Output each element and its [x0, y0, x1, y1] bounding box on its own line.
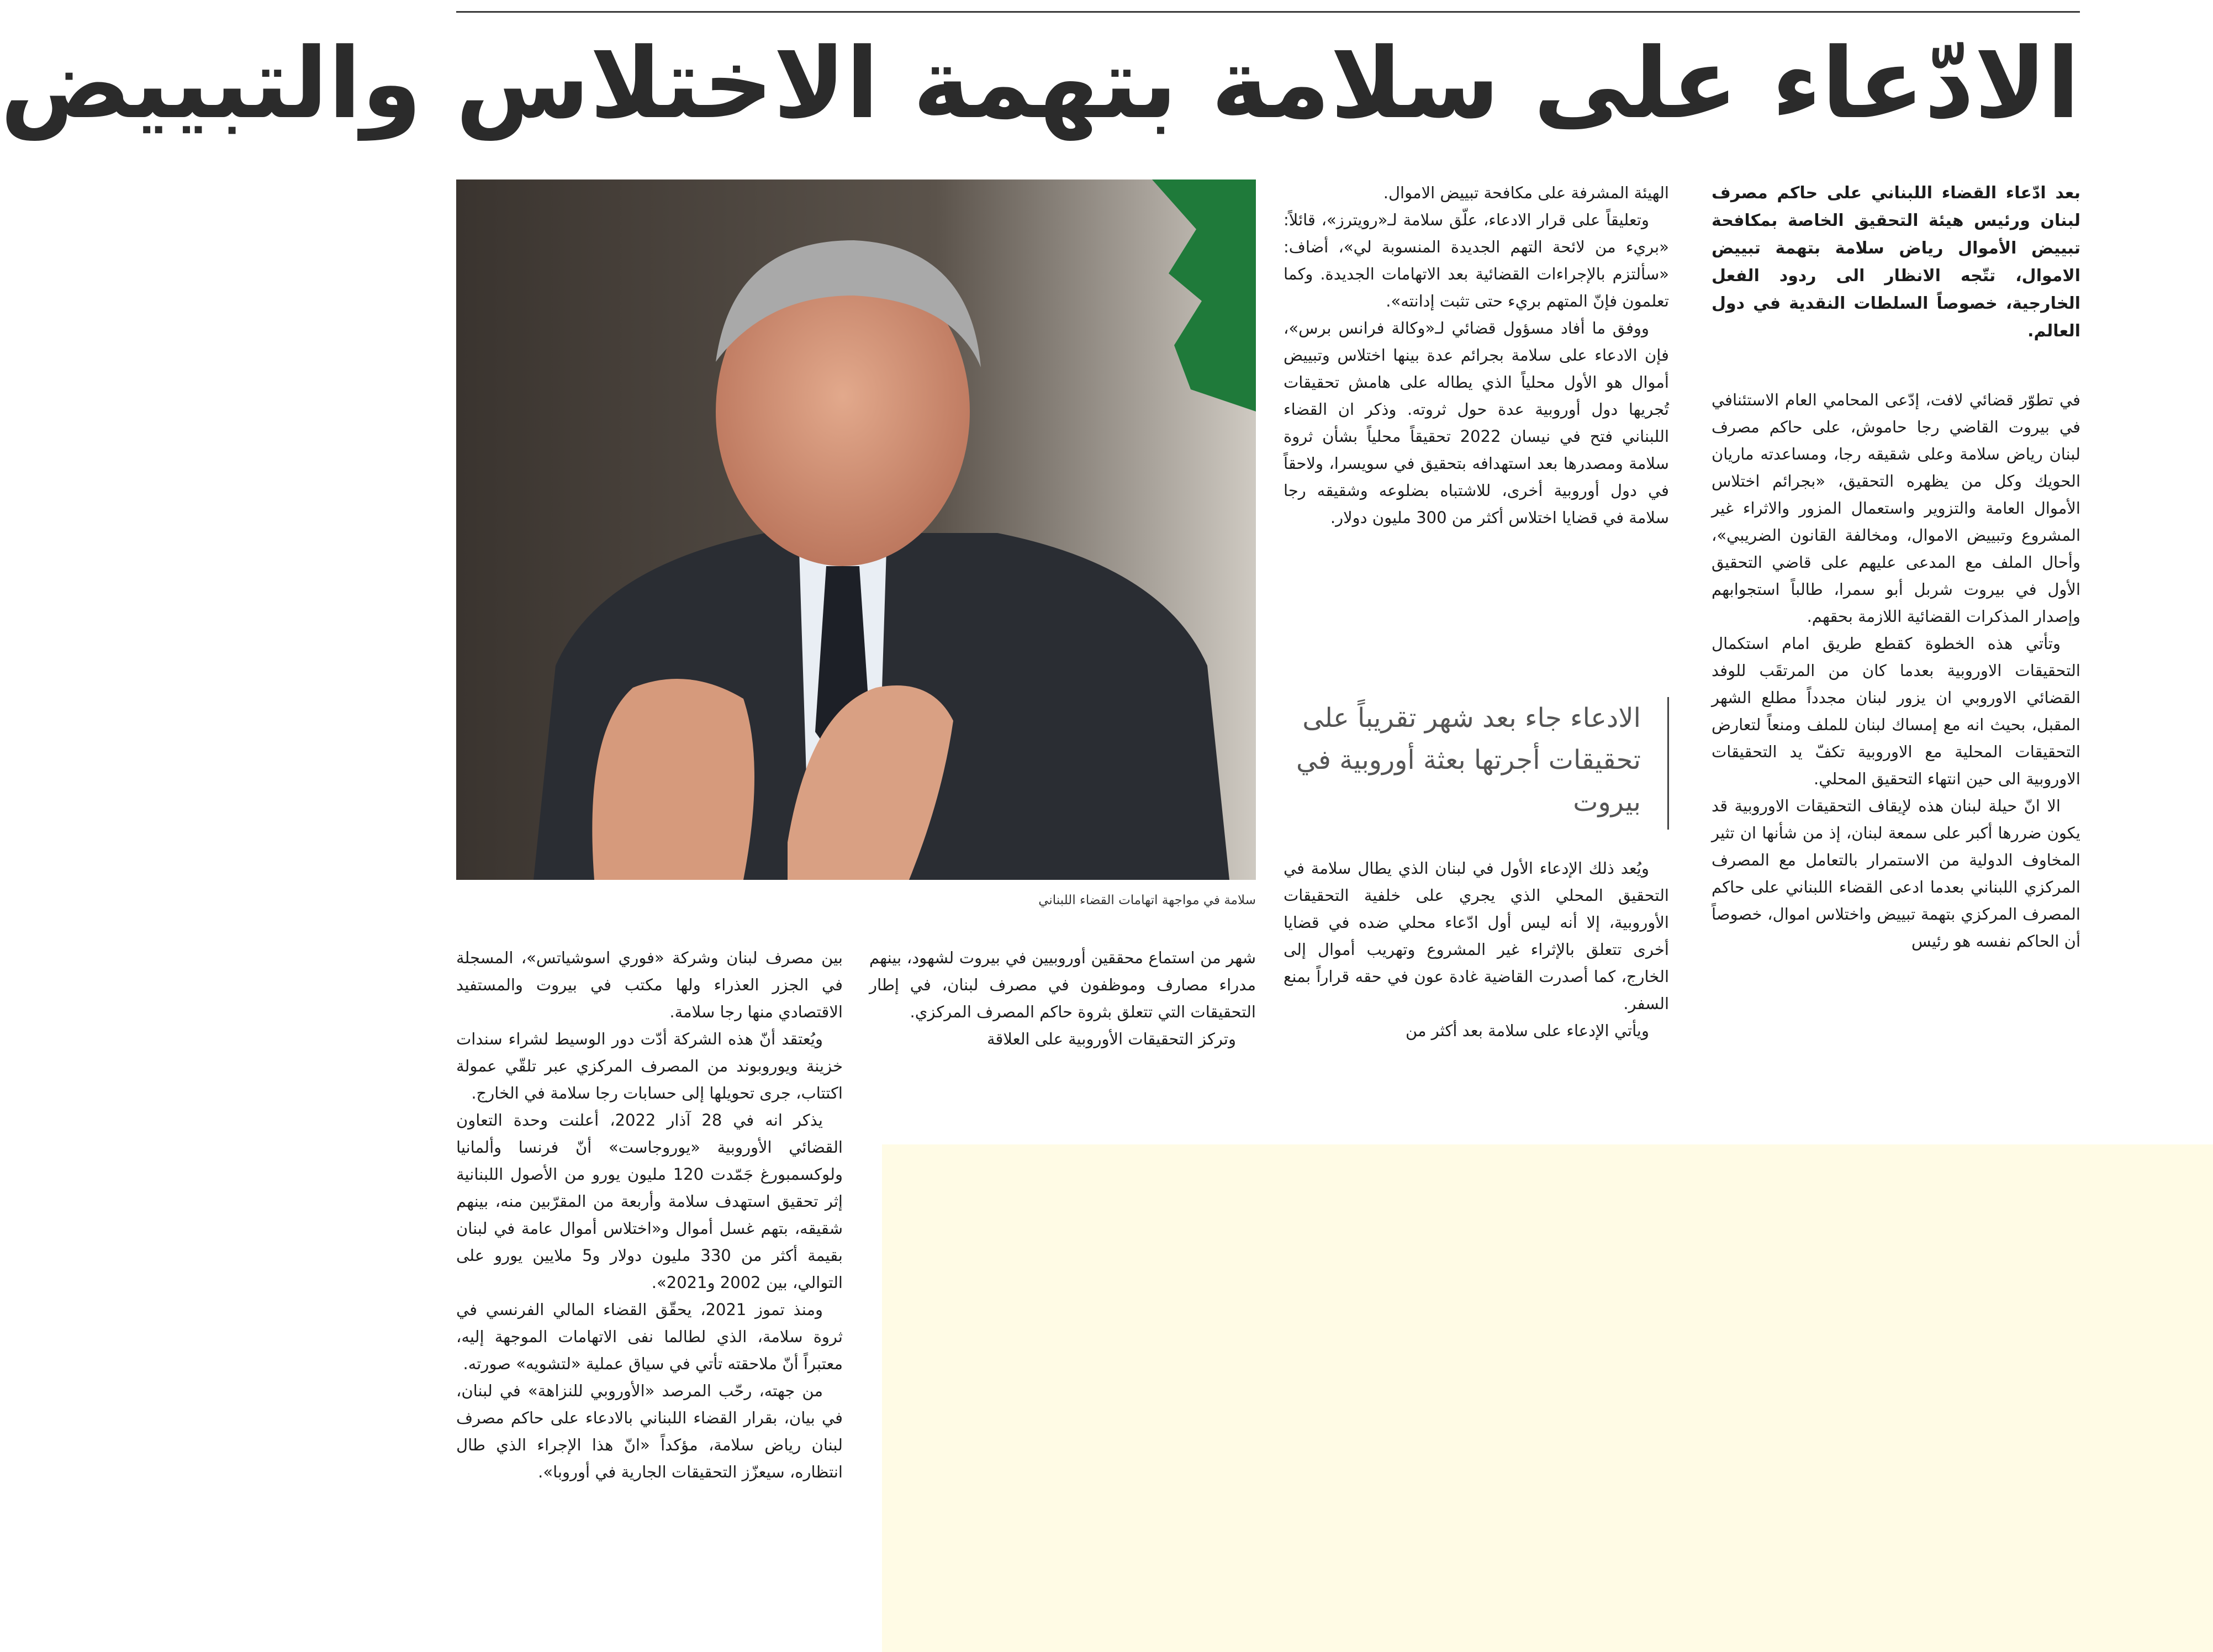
paragraph: وتعليقاً على قرار الادعاء، علّق سلامة لـ«رويترز»، قائلاً: «بريء من لائحة التهم الجديدة المنسوبة لي»، أضاف: «سألتزم بالإجراءات القضائية بعد الاتهامات الجديدة. وكما تعلمون فإنّ المتهم بريء حتى تثبت إدانته». [1284, 210, 1669, 310]
paragraph: ووفق ما أفاد مسؤول قضائي لـ«وكالة فرانس برس»، فإن الادعاء على سلامة بجرائم عدة بينها اختلاس وتبييض أموال هو الأول محلياً الذي يطاله على هامش تحقيقات تُجريها دول أوروبية عدة حول ثروته. وذكر ان القضاء اللبناني فتح في نيسان 2022 تحقيقاً محلياً بشأن ثروة سلامة ومصدرها بعد استهدافه بتحقيق في سويسرا، ولاحقاً في دول أوروبية أخرى، للاشتباه بضلوعه وشقيقه رجا سلامة في قضايا اختلاس أكثر من 300 مليون دولار. [1284, 319, 1669, 527]
paragraph: ويُعد ذلك الإدعاء الأول في لبنان الذي يطال سلامة في التحقيق المحلي الذي يجري على خلفية التحقيقات الأوروبية، إلا أنه ليس أول ادّعاء محلي ضده في قضايا أخرى تتعلق بالإثراء غير المشروع وتهريب أموال إلى الخارج، كما أصدرت القاضية غادة عون في حقه قراراً بمنع السفر. [1284, 859, 1669, 1013]
headline: الادّعاء على سلامة بتهمة الاختلاس والتبييض [0, 27, 2080, 140]
paragraph: يذكر انه في 28 آذار 2022، أعلنت وحدة التعاون القضائي الأوروبية «يوروجاست» أنّ فرنسا وألمانيا ولوكسمبورغ جَمّدت 120 مليون يورو من الأصول اللبنانية إثر تحقيق استهدف سلامة وأربعة من المقرّبين منه، بينهم شقيقه، بتهم غسل أموال و«اختلاس أموال عامة في لبنان بقيمة أكثر من 330 مليون دولار و5 ملايين يورو على التوالي، بين 2002 و2021». [456, 1111, 843, 1292]
article-column-2-bottom [1284, 855, 1669, 1087]
advertisement-placeholder [882, 1144, 2213, 1652]
article-column-1 [1712, 387, 2080, 1088]
paragraph: في تطوّر قضائي لافت، إدّعى المحامي العام الاستئنافي في بيروت القاضي رجا حاموش، على حاكم مصرف لبنان رياض سلامة وعلى شقيقه رجا، ومساعدته ماريان الحويك وكل من يظهره التحقيق، «بجرائم اختلاس الأموال العامة والتزوير واستعمال المزور والاثراء غير المشروع وتبييض الاموال، ومخالفة القانون الضريبي»، وأحال الملف مع المدعى عليهم على قاضي التحقيق الأول في بيروت شربل أبو سمرا، طالباً استجوابهم وإصدار المذكرات القضائية اللازمة بحقهم. [1712, 390, 2080, 626]
paragraph: من جهته، رحّب المرصد «الأوروبي للنزاهة» في لبنان، في بيان، بقرار القضاء اللبناني بالادعاء على حاكم مصرف لبنان رياض سلامة، مؤكداً «انّ هذا الإجراء الذي طال انتظاره، سيعزّز التحقيقات الجارية في أوروبا». [456, 1381, 843, 1481]
paragraph: بين مصرف لبنان وشركة «فوري اسوشياتس»، المسجلة في الجزر العذراء ولها مكتب في بيروت والمستفيد الاقتصادي منها رجا سلامة. [456, 948, 843, 1021]
paragraph: شهر من استماع محققين أوروبيين في بيروت لشهود، بينهم مدراء مصارف وموظفون في مصرف لبنان، في إطار التحقيقات التي تتعلق بثروة حاكم المصرف المركزي. [869, 948, 1256, 1021]
paragraph: ومنذ تموز 2021، يحقّق القضاء المالي الفرنسي في ثروة سلامة، الذي لطالما نفى الاتهامات الموجهة إليه، معتبراً أنّ ملاحقته تأتي في سياق عملية «لتشويه» صورته. [456, 1300, 843, 1373]
lede-paragraph: بعد ادّعاء القضاء اللبناني على حاكم مصرف لبنان ورئيس هيئة التحقيق الخاصة بمكافحة تبييض الأموال رياض سلامة بتهمة تبييض الاموال، تتّجه الانظار الى ردود الفعل الخارجية، خصوصاً السلطات النقدية في دول العالم. [1712, 183, 2080, 341]
top-rule [456, 11, 2080, 13]
article-column-2 [1284, 180, 1669, 677]
paragraph: ويأتي الإدعاء على سلامة بعد أكثر من [1405, 1021, 1649, 1040]
pull-quote: الادعاء جاء بعد شهر تقريباً على تحقيقات أجرتها بعثة أوروبية في بيروت [1284, 697, 1669, 830]
paragraph: ويُعتقد أنّ هذه الشركة أدّت دور الوسيط لشراء سندات خزينة ويوروبوند من المصرف المركزي عبر تلقّي عمولة اكتتاب، جرى تحويلها إلى حسابات رجا سلامة في الخارج. [456, 1030, 843, 1102]
photo-caption: سلامة في مواجهة اتهامات القضاء اللبناني [1038, 893, 1256, 907]
left-hand [592, 679, 754, 880]
article-column-4-bottom [456, 944, 843, 1640]
portrait-illustration [456, 180, 1256, 880]
photo-riad-salameh [456, 180, 1256, 880]
paragraph: وتركز التحقيقات الأوروبية على العلاقة [986, 1030, 1236, 1048]
paragraph: الهيئة المشرفة على مكافحة تبييض الاموال. [1383, 183, 1669, 202]
article-column-3-bottom [869, 944, 1256, 1088]
paragraph: الا انّ حيلة لبنان هذه لإيقاف التحقيقات الاوروبية قد يكون ضررها أكبر على سمعة لبنان، إذ من شأنها ان تثير المخاوف الدولية من الاستمرار بالتعامل مع المصرف المركزي اللبناني بعدما ادعى القضاء اللبناني على حاكم المصرف المركزي بتهمة تبييض واختلاس اموال، خصوصاً أن الحاكم نفسه هو رئيس [1712, 796, 2080, 951]
paragraph: وتأتي هذه الخطوة كقطع طريق امام استكمال التحقيقات الاوروبية بعدما كان من المرتقَب للوفد القضائي الاوروبي ان يزور لبنان مجدداً مطلع الشهر المقبل، بحيث انه مع إمساك لبنان للملف ومنعاً لتعارض التحقيقات المحلية مع الاوروبية تكفّ يد التحقيقات الاوروبية الى حين انتهاء التحقيق المحلي. [1712, 634, 2080, 788]
